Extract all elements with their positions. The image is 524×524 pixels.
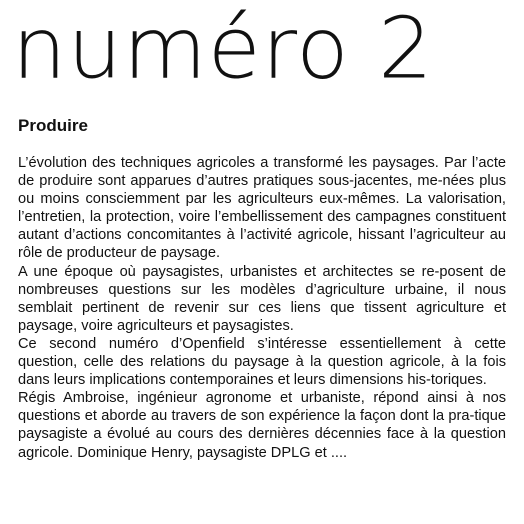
article-body (18, 154, 506, 462)
paragraph-1: L’évolution des techniques agricoles a transformé les paysages. Par l’acte de produire sont apparues d’autres pratiques sous-jacentes, me-nées plus ou moins consciemment par les agriculteurs eux-mêmes. La valorisation, l’entretien, la protection, voire l’embellissement des campagnes constituent autant d’actions concomitantes à l’activité agricole, hissant l’agriculteur au rôle de producteur de paysage. (18, 155, 506, 262)
section-heading: Produire (18, 116, 88, 135)
paragraph-4: Régis Ambroise, ingénieur agronome et urbaniste, répond ainsi à nos questions et aborde au travers de son expérience la façon dont la pra-tique paysagiste a évolué au cours des dernières décennies face à la question agricole. Dominique Henry, paysagiste DPLG et .... (18, 390, 506, 461)
issue-title: numéro 2 (12, 0, 434, 99)
paragraph-3: Ce second numéro d’Openfield s’intéresse essentiellement à cette question, celle des relations du paysage à la question agricole, à la fois dans leurs implications contemporaines et leurs dimensions his-toriques. (18, 335, 506, 389)
paragraph-2: A une époque où paysagistes, urbanistes et architectes se re-posent de nombreuses questions sur les modèles d’agriculture urbaine, il nous semblait pertinent de revenir sur ces liens que tissent agriculture et paysage, voire agriculteurs et paysagistes. (18, 263, 506, 334)
